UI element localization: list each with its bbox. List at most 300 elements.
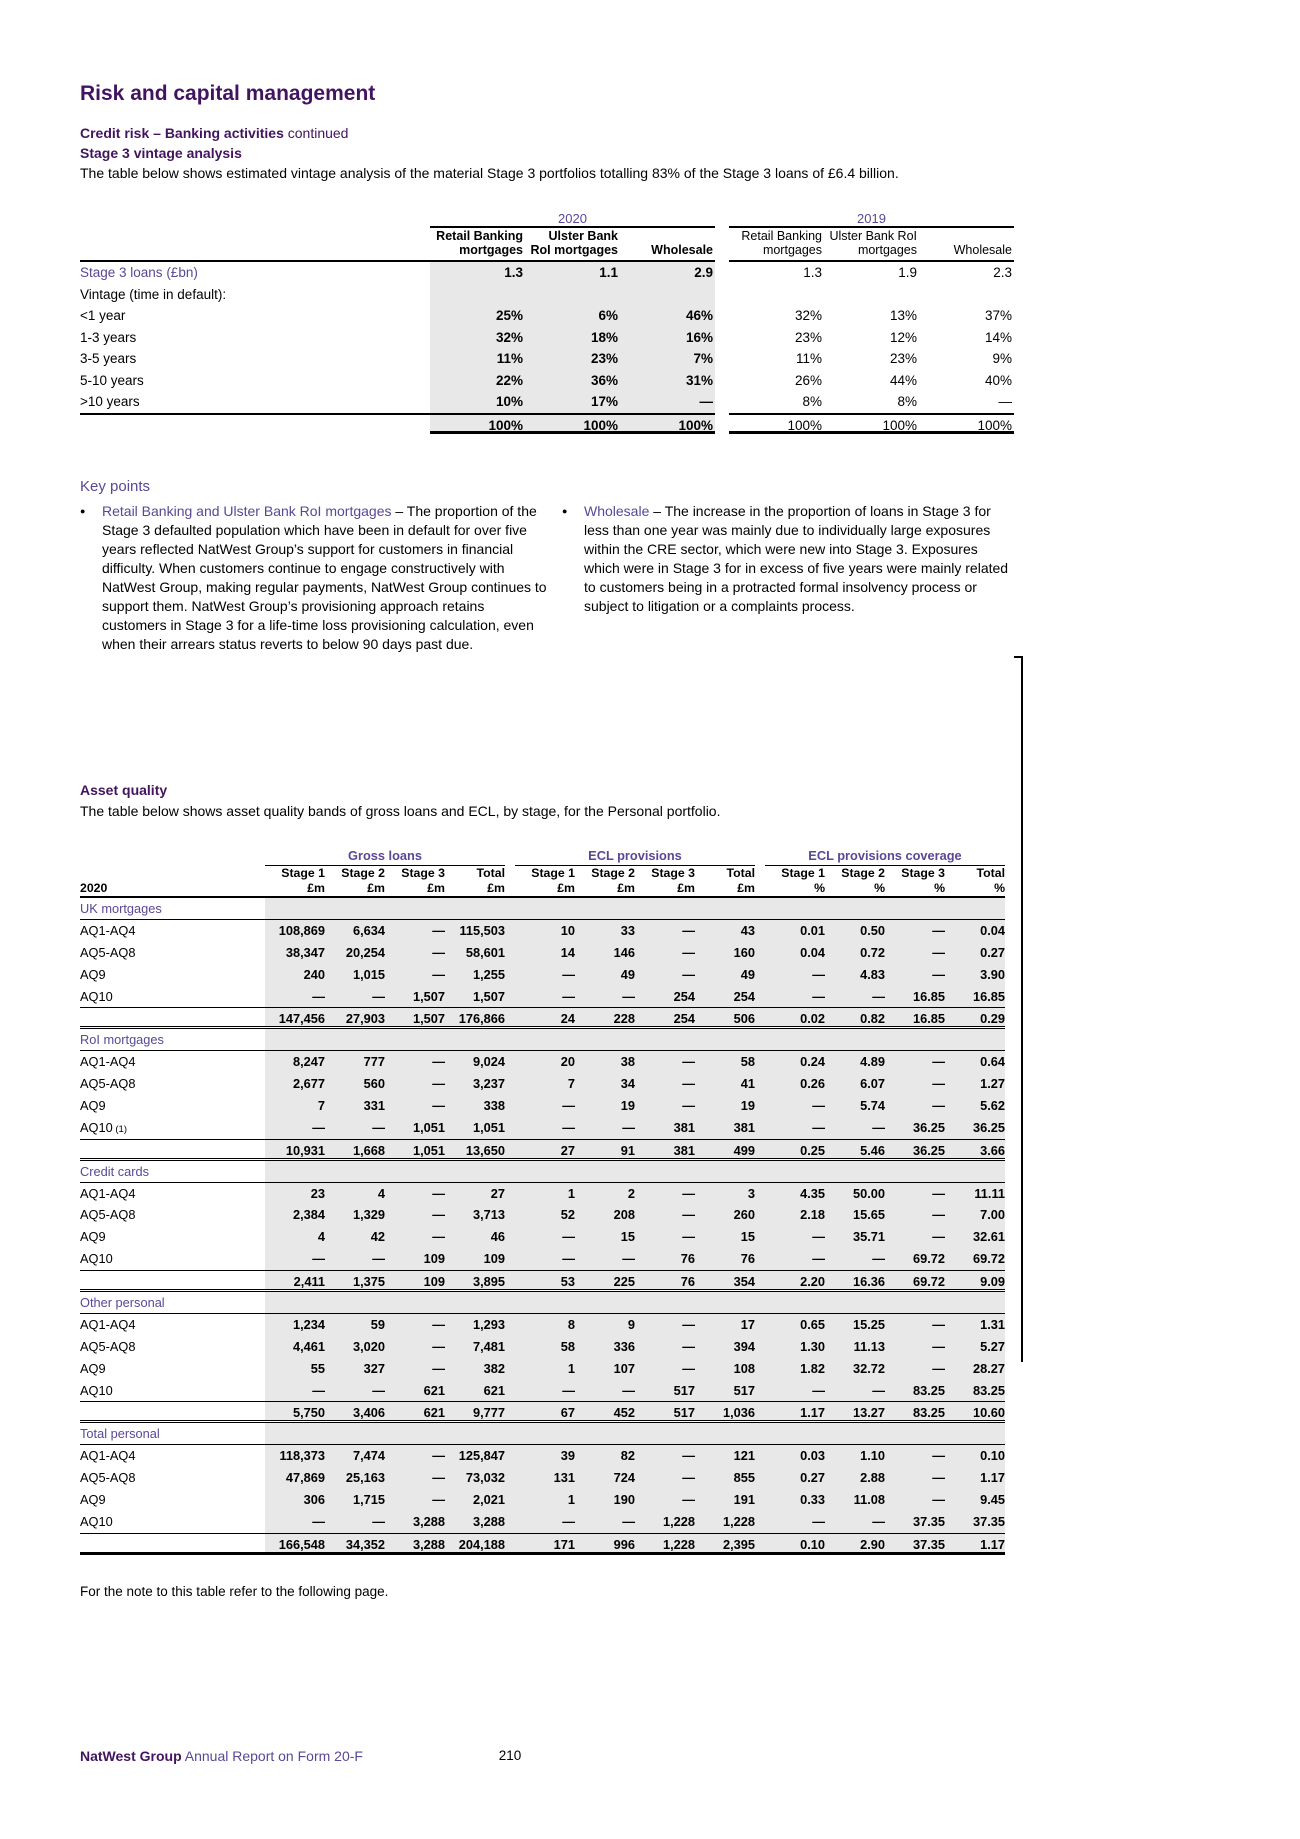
stage-header: Total [476, 866, 505, 880]
value-cell: — [635, 964, 695, 986]
value-cell: 1.1 [525, 262, 620, 284]
value-cell: 38,347 [265, 942, 325, 964]
vintage-row [80, 327, 1014, 349]
value-cell: 2,677 [265, 1073, 325, 1095]
value-cell: 27,903 [325, 1008, 385, 1026]
column-gap [755, 920, 765, 942]
value-cell: 5.46 [825, 1140, 885, 1158]
section-name: RoI mortgages [80, 1032, 164, 1048]
column-gap [755, 1248, 765, 1270]
unit-header: % [994, 881, 1005, 895]
value-cell: 9 [575, 1314, 635, 1336]
column-gap [755, 1073, 765, 1095]
row-label: 5-10 years [80, 372, 144, 388]
value-cell: — [385, 1445, 445, 1467]
value-cell: 171 [515, 1534, 575, 1552]
column-gap [505, 986, 515, 1008]
column-gap [755, 1204, 765, 1226]
row-label: AQ1-AQ4 [80, 1448, 136, 1464]
value-cell: — [515, 986, 575, 1008]
bullet-text [584, 502, 1014, 616]
value-cell: 36.25 [885, 1117, 945, 1139]
value-cell: 10,931 [265, 1140, 325, 1158]
group-header-row [80, 848, 1005, 866]
row-label: AQ1-AQ4 [80, 1054, 136, 1070]
value-cell: 13% [889, 308, 917, 323]
column-gap [505, 1008, 515, 1026]
column-gap [505, 1248, 515, 1270]
value-cell: 3,237 [445, 1073, 505, 1095]
column-gap [755, 1534, 765, 1552]
value-cell: 621 [385, 1402, 445, 1420]
value-cell [620, 284, 715, 306]
value-cell: 8 [515, 1314, 575, 1336]
value-cell: — [635, 1336, 695, 1358]
row-label [80, 1402, 265, 1420]
value-cell: 26% [794, 372, 822, 388]
footer-report-name: Annual Report on Form 20-F [181, 1748, 363, 1764]
value-cell: 32% [794, 308, 822, 323]
value-cell: 506 [695, 1008, 755, 1026]
value-cell: 306 [265, 1489, 325, 1511]
value-cell: 5.74 [825, 1095, 885, 1117]
value-cell: 336 [575, 1336, 635, 1358]
value-cell: — [765, 1226, 825, 1248]
value-cell: 381 [695, 1117, 755, 1139]
value-cell: — [385, 1336, 445, 1358]
value-cell: 3,895 [445, 1271, 505, 1289]
value-cell: 23 [265, 1183, 325, 1205]
value-cell: 1.31 [945, 1314, 1005, 1336]
value-cell: 2.88 [825, 1467, 885, 1489]
asset-quality-intro: The table below shows asset quality bands of gross loans and ECL, by stage, for the Personal portfolio. [80, 803, 721, 819]
value-cell: 32% [430, 327, 525, 349]
column-gap [755, 1183, 765, 1205]
value-cell: — [885, 1358, 945, 1380]
value-cell: — [385, 920, 445, 942]
column-gap [505, 1271, 515, 1289]
column-gap [715, 413, 729, 435]
value-cell: 10 [515, 920, 575, 942]
value-cell: 1.30 [765, 1336, 825, 1358]
row-label: <1 year [80, 308, 126, 323]
value-cell: 28.27 [945, 1358, 1005, 1380]
value-cell: 107 [575, 1358, 635, 1380]
row-label [80, 1534, 265, 1552]
value-cell: 83.25 [885, 1380, 945, 1402]
value-cell: 621 [445, 1380, 505, 1402]
section-total-row [80, 1007, 1005, 1029]
bullet-icon: ● [562, 506, 568, 516]
value-cell: — [635, 1095, 695, 1117]
value-cell: 19 [575, 1095, 635, 1117]
value-cell: 5,750 [265, 1402, 325, 1420]
value-cell: 11.08 [825, 1489, 885, 1511]
value-cell: 0.27 [765, 1467, 825, 1489]
key-point-1 [80, 502, 548, 654]
value-cell: 100% [824, 413, 919, 435]
value-cell: — [885, 1095, 945, 1117]
row-label: AQ1-AQ4 [80, 1185, 136, 1201]
column-gap [755, 1095, 765, 1117]
key-point-2 [562, 502, 1014, 616]
value-cell: 4.35 [765, 1183, 825, 1205]
value-cell: 1,507 [445, 986, 505, 1008]
value-cell: 160 [695, 942, 755, 964]
row-label: Vintage (time in default): [80, 286, 227, 302]
stage-header: Stage 3 [901, 866, 945, 880]
value-cell: — [635, 1314, 695, 1336]
value-cell: 40% [984, 372, 1012, 388]
group-header-ecl-provisions: ECL provisions [515, 848, 755, 866]
column-gap [755, 1380, 765, 1402]
value-cell: 0.02 [765, 1008, 825, 1026]
value-cell: 23% [525, 348, 620, 370]
value-cell: — [635, 1489, 695, 1511]
value-cell: 7 [265, 1095, 325, 1117]
value-cell: 16.85 [885, 1008, 945, 1026]
unit-header: £m [737, 881, 755, 895]
value-cell: 1,234 [265, 1314, 325, 1336]
column-gap [755, 1489, 765, 1511]
value-cell: 121 [695, 1445, 755, 1467]
stage-header: Stage 2 [841, 866, 885, 880]
value-cell: 36% [525, 370, 620, 392]
bullet-body: – The increase in the proportion of loans in Stage 3 for less than one year was mainly due to individually large exposures within the CRE sector, which were new into Stage 3. Exposures which were in Stage 3 for in excess of five years were mainly related to customers being in a protracted formal insolvency process or subject to litigation or a complaints process. [584, 503, 1009, 614]
value-cell: — [265, 1380, 325, 1402]
row-label: AQ5-AQ8 [80, 944, 136, 960]
column-header: Retail Banking mortgages [729, 230, 824, 262]
vintage-row [80, 284, 1014, 306]
column-gap [505, 866, 515, 881]
value-cell: 108 [695, 1358, 755, 1380]
value-cell: 0.04 [765, 942, 825, 964]
value-cell: — [635, 1051, 695, 1073]
row-label: Stage 3 loans (£bn) [80, 265, 198, 280]
value-cell: 11% [795, 351, 822, 366]
bullet-body: – The proportion of the Stage 3 defaulted population which have been in default for over five years reflected NatWest Group’s support for customers in financial difficulty. When customers continue to engage constructively with NatWest Group, making regular payments, NatWest Group continues to support them. NatWest Group’s provisioning approach retains customers in Stage 3 for a life-time loss provisioning calculation, even when their arrears status reverts to below 90 days past due. [102, 503, 547, 652]
value-cell: 176,866 [445, 1008, 505, 1026]
value-cell: 16.36 [825, 1271, 885, 1289]
value-cell: 3,020 [325, 1336, 385, 1358]
value-cell: 109 [445, 1248, 505, 1270]
value-cell: 42 [325, 1226, 385, 1248]
value-cell: — [765, 1095, 825, 1117]
change-bar [1021, 656, 1023, 1362]
row-label: AQ5-AQ8 [80, 1338, 136, 1354]
column-header-row [80, 228, 1014, 262]
stage-header: Stage 3 [651, 866, 695, 880]
value-cell: 1,329 [325, 1204, 385, 1226]
column-gap [755, 1511, 765, 1533]
value-cell: 31% [620, 370, 715, 392]
value-cell: 37.35 [885, 1534, 945, 1552]
value-cell: 43 [695, 920, 755, 942]
row-label: AQ10 (1) [80, 1119, 127, 1135]
unit-header: £m [487, 881, 505, 895]
column-gap [755, 866, 765, 881]
value-cell: 452 [575, 1402, 635, 1420]
value-cell: 3 [695, 1183, 755, 1205]
column-gap [755, 1271, 765, 1289]
value-cell: 109 [385, 1248, 445, 1270]
value-cell: 2,021 [445, 1489, 505, 1511]
value-cell: — [265, 986, 325, 1008]
value-cell: 16.85 [945, 986, 1005, 1008]
value-cell: 1,507 [385, 986, 445, 1008]
value-cell: 1,375 [325, 1271, 385, 1289]
page-number: 210 [498, 1748, 522, 1763]
value-cell: 517 [695, 1380, 755, 1402]
value-cell: 240 [265, 964, 325, 986]
value-cell: — [515, 1117, 575, 1139]
value-cell: 7,481 [445, 1336, 505, 1358]
vintage-row [80, 348, 1014, 370]
row-label [80, 1271, 265, 1289]
value-cell: 354 [695, 1271, 755, 1289]
value-cell: 0.01 [765, 920, 825, 942]
value-cell: 73,032 [445, 1467, 505, 1489]
value-cell: 15 [695, 1226, 755, 1248]
value-cell: 327 [325, 1358, 385, 1380]
value-cell: — [385, 1204, 445, 1226]
column-header: Ulster Bank RoI mortgages [525, 230, 620, 262]
column-header: Ulster Bank RoI mortgages [824, 230, 919, 262]
vintage-table [80, 212, 1014, 434]
asset-row [80, 1051, 1005, 1073]
value-cell: 15 [575, 1226, 635, 1248]
value-cell: 6,634 [325, 920, 385, 942]
section-name: UK mortgages [80, 901, 162, 916]
value-cell: — [515, 1248, 575, 1270]
value-cell: 47,869 [265, 1467, 325, 1489]
stage-header: Stage 3 [401, 866, 445, 880]
value-cell: 0.82 [825, 1008, 885, 1026]
asset-table-body [80, 898, 1005, 1555]
value-cell: 7,474 [325, 1445, 385, 1467]
value-cell: 39 [515, 1445, 575, 1467]
footer-brand: NatWest Group [80, 1748, 182, 1764]
bullet-icon: ● [80, 506, 86, 516]
value-cell: 25% [430, 305, 525, 327]
value-cell: — [765, 1248, 825, 1270]
stage-header: Total [726, 866, 755, 880]
bullet-lead: Wholesale [584, 503, 650, 519]
value-cell: 22% [430, 370, 525, 392]
row-label [80, 1008, 265, 1026]
vintage-heading: Stage 3 vintage analysis [80, 145, 242, 161]
column-gap [715, 370, 729, 392]
value-cell: — [825, 1511, 885, 1533]
value-cell: 254 [695, 986, 755, 1008]
column-gap [755, 1008, 765, 1026]
year-2019-header: 2019 [729, 212, 1014, 228]
value-cell: 2.90 [825, 1534, 885, 1552]
stage-header: Stage 1 [531, 866, 575, 880]
column-gap [755, 1467, 765, 1489]
value-cell: 0.27 [945, 942, 1005, 964]
value-cell: 10.60 [945, 1402, 1005, 1420]
value-cell: 16% [620, 327, 715, 349]
value-cell: — [325, 1248, 385, 1270]
value-cell: 37% [984, 308, 1012, 323]
row-label: >10 years [80, 394, 140, 409]
value-cell: 2.9 [620, 262, 715, 284]
value-cell: — [385, 1095, 445, 1117]
value-cell: 18% [525, 327, 620, 349]
value-cell [919, 284, 1014, 306]
value-cell: — [265, 1511, 325, 1533]
value-cell: 108,869 [265, 920, 325, 942]
row-label: AQ10 [80, 1251, 113, 1267]
section-header-row [80, 1423, 1005, 1445]
stage-header: Stage 2 [341, 866, 385, 880]
column-gap [715, 262, 729, 284]
change-bar-hook [1014, 656, 1023, 658]
value-cell: 23% [889, 351, 917, 366]
value-cell: — [265, 1248, 325, 1270]
vintage-intro: The table below shows estimated vintage analysis of the material Stage 3 portfolios totalling 83% of the Stage 3 loans of £6.4 billion. [80, 165, 899, 181]
value-cell: 1.82 [765, 1358, 825, 1380]
value-cell: 19 [695, 1095, 755, 1117]
stage-header: Total [976, 866, 1005, 880]
asset-row [80, 942, 1005, 964]
row-label: 1-3 years [80, 329, 137, 345]
spacer [80, 848, 265, 866]
section-total-row [80, 1401, 1005, 1423]
column-gap [755, 848, 765, 866]
value-cell: 37.35 [885, 1511, 945, 1533]
value-cell: 996 [575, 1534, 635, 1552]
spacer [80, 866, 265, 881]
footer [80, 1748, 363, 1764]
value-cell: 191 [695, 1489, 755, 1511]
value-cell: 1,015 [325, 964, 385, 986]
value-cell: — [385, 1073, 445, 1095]
value-cell: 25,163 [325, 1467, 385, 1489]
unit-header: % [814, 881, 825, 895]
column-gap [505, 964, 515, 986]
stage-header: Stage 1 [281, 866, 325, 880]
value-cell: 13,650 [445, 1140, 505, 1158]
column-gap [505, 1534, 515, 1552]
value-cell: — [575, 1117, 635, 1139]
asset-quality-heading: Asset quality [80, 782, 168, 798]
subtitle-bold: Credit risk – Banking activities [80, 125, 284, 141]
value-cell: 6.07 [825, 1073, 885, 1095]
value-cell: 166,548 [265, 1534, 325, 1552]
value-cell: 15.25 [825, 1314, 885, 1336]
value-cell: — [325, 1511, 385, 1533]
value-cell: 100% [729, 413, 824, 435]
value-cell: 381 [635, 1117, 695, 1139]
value-cell: 1.3 [430, 262, 525, 284]
value-cell: 0.04 [945, 920, 1005, 942]
value-cell: 34,352 [325, 1534, 385, 1552]
value-cell: 82 [575, 1445, 635, 1467]
value-cell: 3,288 [385, 1511, 445, 1533]
row-label [80, 413, 430, 435]
value-cell [525, 284, 620, 306]
value-cell: 5.62 [945, 1095, 1005, 1117]
value-cell: 4 [325, 1183, 385, 1205]
value-cell: 38 [575, 1051, 635, 1073]
value-cell: — [825, 986, 885, 1008]
value-cell: 6% [525, 305, 620, 327]
row-label: AQ1-AQ4 [80, 922, 136, 938]
value-cell: 2.3 [993, 265, 1012, 280]
value-cell: 1.17 [765, 1402, 825, 1420]
value-cell: 517 [635, 1402, 695, 1420]
value-cell: 20 [515, 1051, 575, 1073]
value-cell: 115,503 [445, 920, 505, 942]
value-cell: 0.50 [825, 920, 885, 942]
value-cell: 7% [620, 348, 715, 370]
column-gap [715, 348, 729, 370]
value-cell: 44% [889, 372, 917, 388]
shaded-fill [265, 898, 1005, 919]
value-cell: 15.65 [825, 1204, 885, 1226]
column-gap [505, 1095, 515, 1117]
asset-row [80, 1358, 1005, 1380]
value-cell: 1,255 [445, 964, 505, 986]
unit-header: £m [557, 881, 575, 895]
column-gap [505, 1073, 515, 1095]
value-cell: 11.13 [825, 1336, 885, 1358]
value-cell: 100% [620, 413, 715, 435]
value-cell: 58 [515, 1336, 575, 1358]
column-gap [505, 848, 515, 866]
unit-header: % [934, 881, 945, 895]
value-cell: 9,024 [445, 1051, 505, 1073]
value-cell: 382 [445, 1358, 505, 1380]
shaded-fill [265, 1423, 1005, 1444]
vintage-total-row [80, 413, 1014, 435]
value-cell: — [635, 1445, 695, 1467]
section-total-row [80, 1139, 1005, 1161]
row-label: 3-5 years [80, 351, 137, 366]
column-gap [755, 1445, 765, 1467]
column-gap [505, 881, 515, 896]
year-2020-header: 2020 [430, 212, 715, 228]
value-cell: 76 [695, 1248, 755, 1270]
value-cell: — [885, 1489, 945, 1511]
value-cell: — [385, 1226, 445, 1248]
value-cell: 1.9 [898, 265, 917, 280]
value-cell: — [575, 1511, 635, 1533]
value-cell: — [325, 1380, 385, 1402]
units-header-row [80, 881, 1005, 898]
value-cell: 100% [430, 413, 525, 435]
value-cell: 69.72 [885, 1271, 945, 1289]
value-cell: — [885, 1467, 945, 1489]
row-label: AQ10 [80, 988, 113, 1004]
value-cell: 1,228 [695, 1511, 755, 1533]
column-gap [715, 212, 729, 228]
value-cell: 11% [430, 348, 525, 370]
vintage-row [80, 305, 1014, 327]
value-cell: — [385, 1051, 445, 1073]
year-header-row [80, 212, 1014, 228]
value-cell: 49 [575, 964, 635, 986]
value-cell: 228 [575, 1008, 635, 1026]
value-cell: 52 [515, 1204, 575, 1226]
section-name: Total personal [80, 1426, 160, 1442]
asset-row [80, 1380, 1005, 1402]
row-label: AQ9 [80, 1098, 106, 1114]
value-cell: 33 [575, 920, 635, 942]
column-gap [755, 1226, 765, 1248]
